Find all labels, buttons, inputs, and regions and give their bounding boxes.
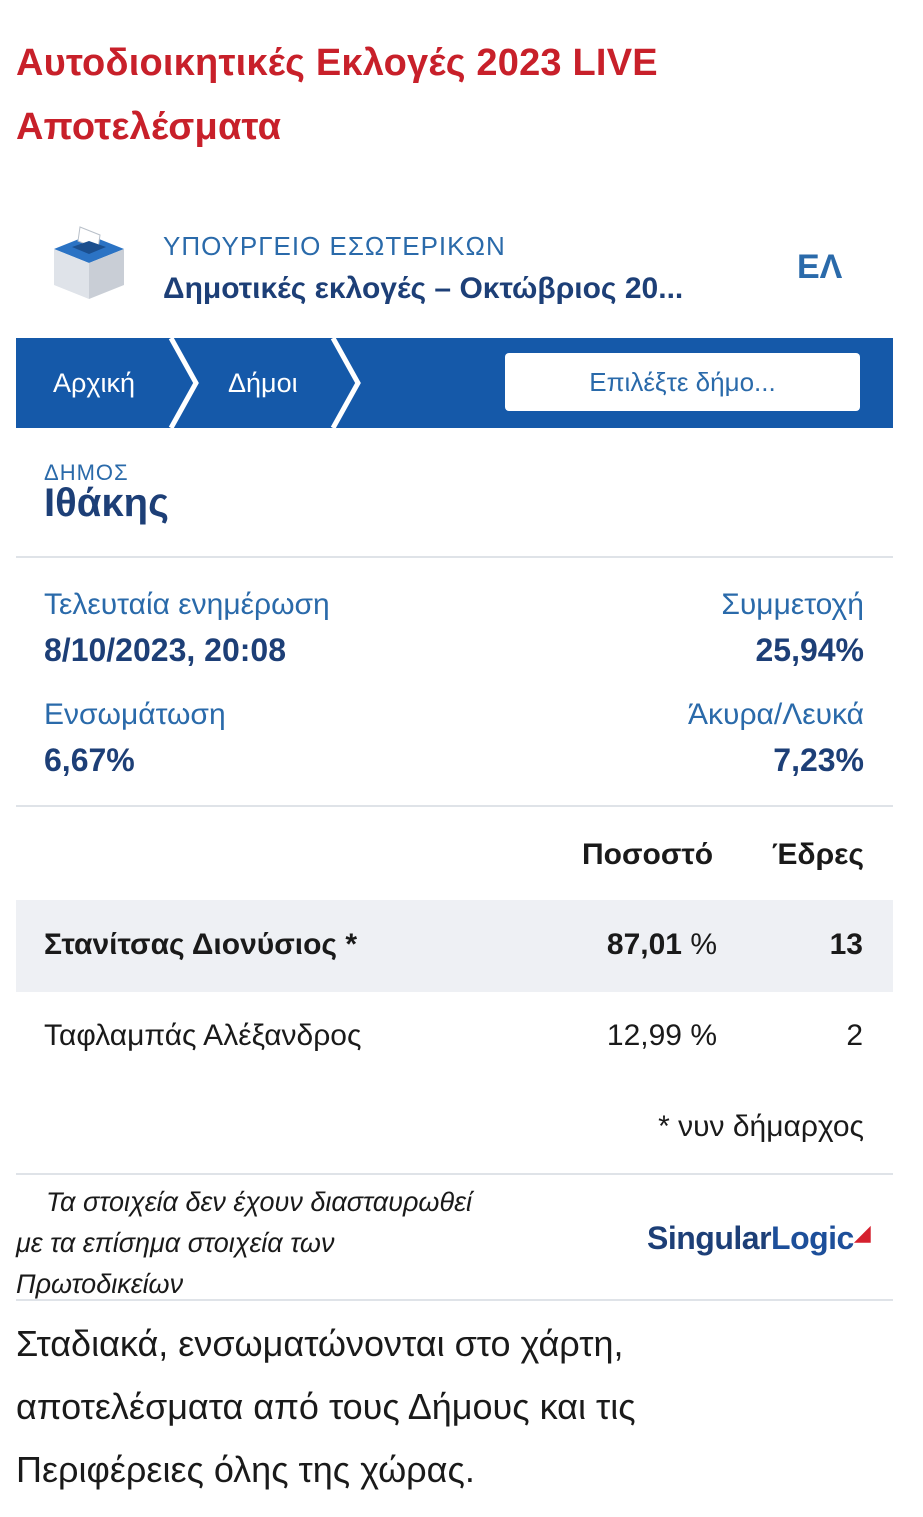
turnout-value: 25,94% — [755, 632, 864, 668]
integration-label: Ενσωμάτωση — [44, 698, 226, 731]
breadcrumb-separator-icon — [328, 338, 368, 428]
candidate-name: Στανίτσας Διονύσιος * — [44, 928, 358, 961]
ballot-box-icon — [50, 225, 128, 303]
candidate-percent: 12,99 % — [606, 1019, 717, 1052]
divider — [16, 1299, 893, 1301]
disclaimer-text: Τα στοιχεία δεν έχουν διασταυρωθεί με τα επίσημα στοιχεία των Πρωτοδικείων — [16, 1187, 472, 1299]
breadcrumb-bar — [16, 338, 893, 428]
turnout-label: Συμμετοχή — [721, 588, 864, 621]
language-switch[interactable]: ΕΛ — [797, 248, 843, 286]
breadcrumb-home[interactable]: Αρχική — [53, 368, 136, 398]
integration-value: 6,67% — [44, 742, 135, 778]
municipality-name: Ιθάκης — [44, 481, 169, 525]
invalid-blank-label: Άκυρα/Λευκά — [688, 698, 864, 731]
column-header-seats: Έδρες — [771, 838, 864, 871]
divider — [16, 556, 893, 558]
table-row[interactable] — [16, 991, 893, 1083]
divider — [16, 805, 893, 807]
breadcrumb-municipalities[interactable]: Δήμοι — [228, 368, 298, 398]
page-headline: Αυτοδιοικητικές Εκλογές 2023 LIVE — [16, 42, 658, 84]
column-header-percent: Ποσοστό — [582, 838, 714, 871]
candidate-seats: 13 — [829, 928, 863, 961]
election-subtitle: Δημοτικές εκλογές – Οκτώβριος 20... — [163, 272, 684, 305]
incumbent-footnote: * νυν δήμαρχος — [658, 1110, 864, 1143]
ministry-label: ΥΠΟΥΡΓΕΙΟ ΕΣΩΤΕΡΙΚΩΝ — [163, 231, 506, 261]
divider — [16, 1173, 893, 1175]
municipality-select[interactable]: Επιλέξτε δήμο... — [505, 353, 860, 411]
candidate-name: Ταφλαμπάς Αλέξανδρος — [44, 1019, 362, 1052]
caption-text: Σταδιακά, ενσωματώνονται στο χάρτη, αποτελέσματα από τους Δήμους και τις Περιφέρειες όλης της χώρας. — [16, 1323, 636, 1490]
candidate-percent: 87,01 % — [606, 928, 717, 961]
page-subheadline: Αποτελέσματα — [16, 106, 282, 148]
table-row[interactable] — [16, 900, 893, 992]
last-update-value: 8/10/2023, 20:08 — [44, 632, 286, 668]
municipality-label: ΔΗΜΟΣ — [44, 460, 129, 485]
singular-logic-logo: SingularLogic◢ — [647, 1220, 871, 1256]
invalid-blank-value: 7,23% — [773, 742, 864, 778]
breadcrumb-separator-icon — [166, 338, 206, 428]
last-update-label: Τελευταία ενημέρωση — [44, 588, 330, 621]
candidate-seats: 2 — [846, 1019, 863, 1052]
